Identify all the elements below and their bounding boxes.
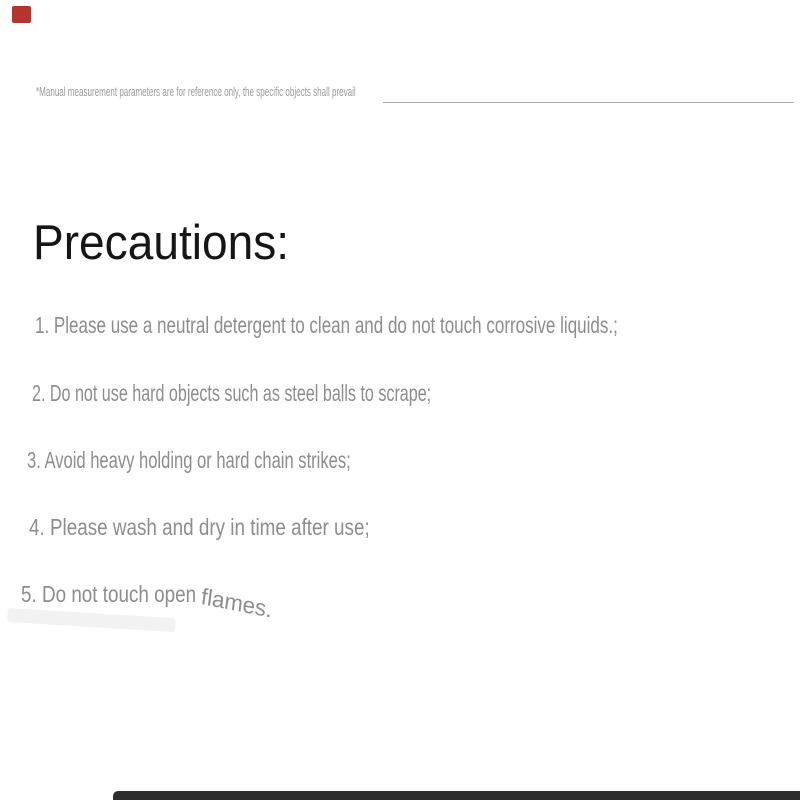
precaution-item-2: 2. Do not use hard objects such as steel balls to scrape;: [32, 380, 432, 406]
precaution-item-4: 4. Please wash and dry in time after use;: [29, 514, 370, 540]
precaution-item-5-rotated-word: flames.: [199, 583, 274, 623]
bottom-dark-bar: [113, 791, 800, 800]
faint-smear-band: [7, 608, 176, 632]
precaution-item-3: 3. Avoid heavy holding or hard chain strikes;: [27, 447, 351, 473]
precaution-item-1: 1. Please use a neutral detergent to clean and do not touch corrosive liquids.;: [35, 312, 618, 338]
red-swatch-mark: [12, 6, 31, 23]
disclaimer-underline: [383, 102, 794, 103]
precaution-item-5-main-text: 5. Do not touch open: [21, 581, 202, 607]
precautions-heading: Precautions:: [33, 216, 290, 270]
precaution-item-5: [21, 581, 274, 623]
measurement-disclaimer-text: *Manual measurement parameters are for reference only, the specific objects shall prevail: [36, 84, 356, 99]
